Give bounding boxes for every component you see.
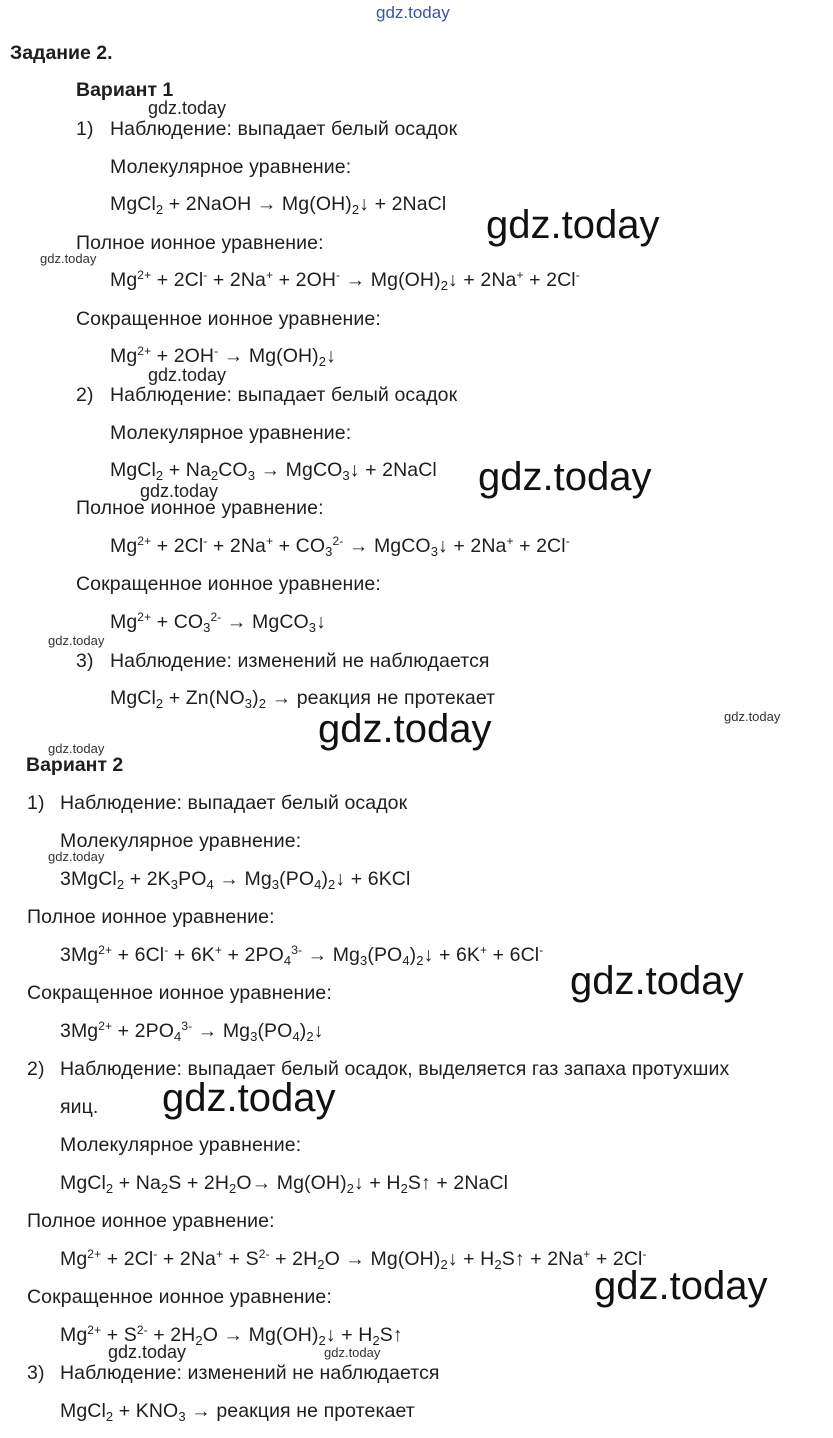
v2-item3-observation: Наблюдение: изменений не наблюдается bbox=[60, 1362, 440, 1384]
variant2-title: Вариант 2 bbox=[26, 754, 124, 776]
v2-item1-full-ionic-label: Полное ионное уравнение: bbox=[27, 906, 275, 928]
watermark-top: gdz.today bbox=[376, 3, 450, 22]
watermark: gdz.today bbox=[40, 251, 97, 266]
v2-item2-short-ionic-label: Сокращенное ионное уравнение: bbox=[27, 1286, 332, 1308]
v2-item1-short-ionic-label: Сокращенное ионное уравнение: bbox=[27, 982, 332, 1004]
v1-item3-number: 3) bbox=[76, 650, 94, 672]
v1-item2-short-ionic-equation: $Mg^{2+} + CO_3^{2-}$ → MgCO$_3$↓ bbox=[110, 610, 326, 635]
v2-item1-molecular-label: Молекулярное уравнение: bbox=[60, 830, 302, 852]
v2-item1-number: 1) bbox=[27, 792, 45, 814]
v2-item1-short-ionic-equation: $3Mg^{2+} + 2PO_4^{3-}$ → $Mg_3(PO_4)_2↓$ bbox=[60, 1019, 324, 1044]
v1-item2-full-ionic-equation: $Mg^{2+} + 2Cl^- + 2Na^+ + CO_3^{2-}$ → MgCO$_3$↓ + 2Na+ + 2Cl- bbox=[110, 534, 570, 559]
v1-item1-molecular-equation: MgCl$_2$ + 2NaOH → $Mg(OH)_2↓$ + 2NaCl bbox=[110, 193, 447, 217]
v2-item2-number: 2) bbox=[27, 1058, 45, 1080]
watermark: gdz.today bbox=[724, 709, 781, 724]
v2-item1-observation: Наблюдение: выпадает белый осадок bbox=[60, 792, 408, 814]
v1-item1-full-ionic-label: Полное ионное уравнение: bbox=[76, 232, 324, 254]
watermark: gdz.today bbox=[148, 365, 227, 385]
v1-item2-number: 2) bbox=[76, 384, 94, 406]
watermark: gdz.today bbox=[594, 1264, 768, 1308]
v1-item2-molecular-equation: MgCl$_2$ + $Na_2CO_3$ → MgCO$_3$↓ + 2NaCl bbox=[110, 459, 437, 483]
v2-item2-molecular-label: Молекулярное уравнение: bbox=[60, 1134, 302, 1156]
v2-item2-molecular-equation: MgCl$_2$ + $Na_2S + 2H_2O\to$ $Mg(OH)_2↓$ + $H_2S↑$ + 2NaCl bbox=[60, 1172, 509, 1196]
watermark: gdz.today bbox=[570, 959, 744, 1003]
v2-item1-full-ionic-equation: $3Mg^{2+} + 6Cl^- + 6K^+ + 2PO_4^{3-}$ → $Mg_3(PO_4)_2↓ + 6K^+ + 6Cl^-$ bbox=[60, 943, 544, 968]
v1-item2-full-ionic-label: Полное ионное уравнение: bbox=[76, 497, 324, 519]
v2-item3-number: 3) bbox=[27, 1362, 45, 1384]
v1-item2-short-ionic-label: Сокращенное ионное уравнение: bbox=[76, 573, 381, 595]
v1-item1-short-ionic-equation: $Mg^{2+} + 2OH^-$ → $Mg(OH)_2↓$ bbox=[110, 344, 336, 369]
variant1-title: Вариант 1 bbox=[76, 79, 174, 101]
v1-item2-observation: Наблюдение: выпадает белый осадок bbox=[110, 384, 458, 406]
watermark: gdz.today bbox=[478, 455, 652, 499]
watermark: gdz.today bbox=[108, 1342, 187, 1362]
watermark: gdz.today bbox=[148, 98, 227, 118]
v2-item2-observation-line2: яиц. bbox=[60, 1096, 99, 1118]
v1-item1-full-ionic-equation: $Mg^{2+} + 2Cl^- + 2Na^+ + 2OH^-$ → $Mg(OH)_2↓ + 2Na^+ + 2Cl^-$ bbox=[110, 268, 580, 293]
v2-item2-full-ionic-label: Полное ионное уравнение: bbox=[27, 1210, 275, 1232]
v2-item3-molecular-equation: MgCl$_2$ + $KNO_3$ → реакция не протекает bbox=[60, 1400, 415, 1424]
v1-item3-molecular-equation: MgCl$_2$ + $Zn(NO_3)_2$ → реакция не протекает bbox=[110, 687, 496, 711]
v2-item1-molecular-equation: 3MgCl$_2$ + $2K_3PO_4$ → $Mg_3(PO_4)_2↓ + 6KCl$ bbox=[60, 868, 411, 892]
v1-item1-observation: Наблюдение: выпадает белый осадок bbox=[110, 118, 458, 140]
no-reaction-text: реакция не протекает bbox=[216, 1400, 415, 1422]
task-title: Задание 2. bbox=[10, 42, 113, 64]
v2-item2-full-ionic-equation: $Mg^{2+} + 2Cl^- + 2Na^+ + S^{2-} + 2H_2O$ → $Mg(OH)_2↓$ + $H_2S↑ + 2Na^+ + 2Cl^-$ bbox=[60, 1247, 647, 1272]
watermark: gdz.today bbox=[140, 481, 219, 501]
v1-item1-number: 1) bbox=[76, 118, 94, 140]
v1-item2-molecular-label: Молекулярное уравнение: bbox=[110, 422, 352, 444]
watermark: gdz.today bbox=[324, 1345, 381, 1360]
v1-item1-molecular-label: Молекулярное уравнение: bbox=[110, 156, 352, 178]
no-reaction-text: реакция не протекает bbox=[296, 687, 496, 709]
watermark: gdz.today bbox=[48, 741, 105, 756]
v1-item1-short-ionic-label: Сокращенное ионное уравнение: bbox=[76, 308, 381, 330]
watermark: gdz.today bbox=[486, 203, 660, 247]
v2-item2-observation-line1: Наблюдение: выпадает белый осадок, выделяется газ запаха протухших bbox=[60, 1058, 730, 1080]
watermark: gdz.today bbox=[318, 707, 492, 751]
watermark: gdz.today bbox=[162, 1076, 336, 1120]
v2-item2-short-ionic-equation: $Mg^{2+} + S^{2-} + 2H_2O$ → $Mg(OH)_2↓$ + $H_2S↑$ bbox=[60, 1323, 403, 1348]
watermark: gdz.today bbox=[48, 633, 105, 648]
v1-item3-observation: Наблюдение: изменений не наблюдается bbox=[110, 650, 490, 672]
watermark: gdz.today bbox=[48, 849, 105, 864]
